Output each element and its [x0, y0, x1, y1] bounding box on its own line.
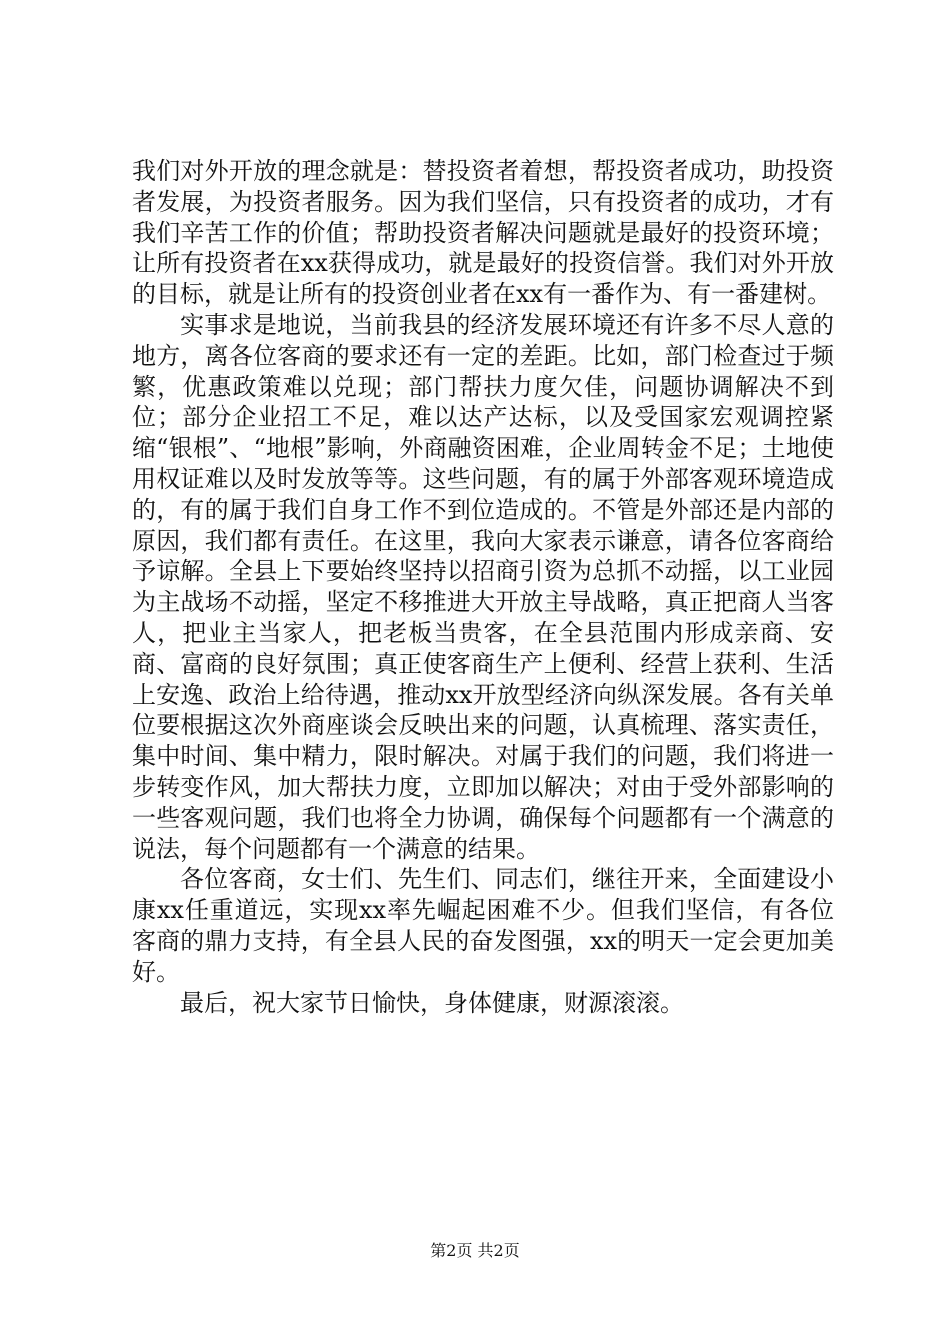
paragraph-investment-philosophy: 我们对外开放的理念就是：替投资者着想，帮投资者成功，助投资者发展，为投资者服务。因为我们坚信，只有投资者的成功，才有我们辛苦工作的价值；帮助投资者解决问题就是最好的投资环境；让所有投资者在xx获得成功，就是最好的投资信誉。我们对外开放的目标，就是让所有的投资创业者在xx有一番作为、有一番建树。: [132, 157, 834, 309]
paragraph-environment-issues: 实事求是地说，当前我县的经济发展环境还有许多不尽人意的地方，离各位客商的要求还有一定的差距。比如，部门检查过于频繁，优惠政策难以兑现；部门帮扶力度欠佳，问题协调解决不到位；部分企业招工不足，难以达产达标，以及受国家宏观调控紧缩“银根”、“地根”影响，外商融资困难，企业周转金不足；土地使用权证难以及时发放等等。这些问题，有的属于外部客观环境造成的，有的属于我们自身工作不到位造成的。不管是外部还是内部的原因，我们都有责任。在这里，我向大家表示谦意，请各位客商给予谅解。全县上下要始终坚持以招商引资为总抓不动摇，以工业园为主战场不动摇，坚定不移推进大开放主导战略，真正把商人当客人，把业主当家人，把老板当贵客，在全县范围内形成亲商、安商、富商的良好氛围；真正使客商生产上便利、经营上获利、生活上安逸、政治上给待遇，推动xx开放型经济向纵深发展。各有关单位要根据这次外商座谈会反映出来的问题，认真梳理、落实责任，集中时间、集中精力，限时解决。对属于我们的问题，我们将进一步转变作风，加大帮扶力度，立即加以解决；对由于受外部影响的一些客观问题，我们也将全力协调，确保每个问题都有一个满意的说法，每个问题都有一个满意的结果。: [132, 310, 834, 863]
paragraph-closing-outlook: 各位客商，女士们、先生们、同志们，继往开来，全面建设小康xx任重道远，实现xx率先崛起困难不少。但我们坚信，有各位客商的鼎力支持，有全县人民的奋发图强，xx的明天一定会更加美好。: [132, 865, 834, 986]
paragraph-best-wishes: 最后，祝大家节日愉快，身体健康，财源滚滚。: [180, 988, 684, 1017]
page-footer: 第2页 共2页: [430, 1241, 520, 1260]
document-body: [132, 156, 834, 1018]
